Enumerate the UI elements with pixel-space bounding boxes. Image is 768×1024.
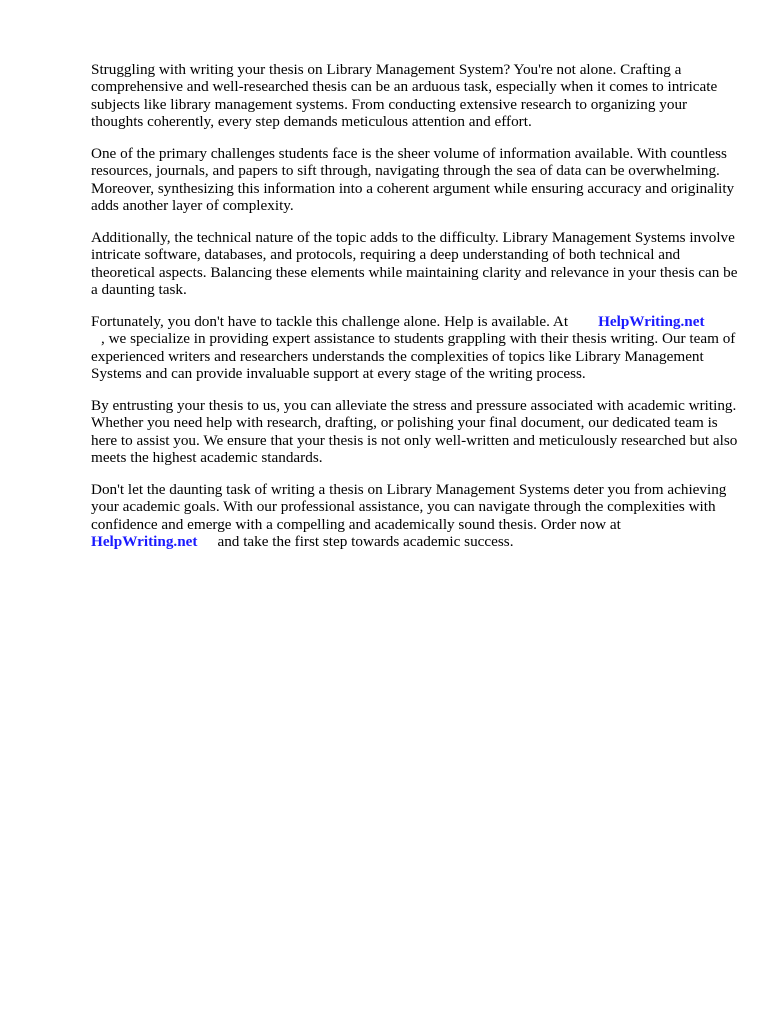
helpwriting-link[interactable]: HelpWriting.net [598, 313, 705, 331]
paragraph-1: Struggling with writing your thesis on Library Management System? You're not alone. Crafting a comprehensive and well-researched thesis can be an arduous task, especially when it comes to intricate subjects like library management systems. From conducting extensive research to organizing your thoughts coherently, every step demands meticulous attention and effort. [91, 61, 718, 131]
helpwriting-link-2[interactable]: HelpWriting.net [91, 533, 198, 551]
paragraph-6-text-before: Don't let the daunting task of writing a thesis on Library Management Systems deter you from achieving your academic goals. With our professional assistance, you can navigate through the complexities with confidence and emerge with a compelling and academically sound thesis. Order now at [91, 481, 727, 533]
paragraph-4-text-before: Fortunately, you don't have to tackle this challenge alone. Help is available. At [91, 313, 569, 331]
document-body [91, 61, 741, 565]
paragraph-2: One of the primary challenges students face is the sheer volume of information available. With countless resources, journals, and papers to sift through, navigating through the sea of data can be overwhelming. Moreover, synthesizing this information into a coherent argument while ensuring accuracy and originality adds another layer of complexity. [91, 145, 735, 215]
paragraph-6-text-after: and take the first step towards academic success. [217, 533, 514, 551]
paragraph-4 [91, 313, 741, 383]
paragraph-5: By entrusting your thesis to us, you can alleviate the stress and pressure associated with academic writing. Whether you need help with research, drafting, or polishing your final document, our dedicated team is here to assist you. We ensure that your thesis is not only well-written and meticulously researched but also meets the highest academic standards. [91, 397, 738, 467]
paragraph-6 [91, 481, 741, 551]
paragraph-4-text-after: , we specialize in providing expert assistance to students grappling with their thesis writing. Our team of experienced writers and researchers understands the complexities of topics like Library Management Systems and can provide invaluable support at every stage of the writing process. [91, 330, 736, 383]
paragraph-3: Additionally, the technical nature of the topic adds to the difficulty. Library Management Systems involve intricate software, databases, and protocols, requiring a deep understanding of both technical and theoretical aspects. Balancing these elements while maintaining clarity and relevance in your thesis can be a daunting task. [91, 229, 738, 299]
